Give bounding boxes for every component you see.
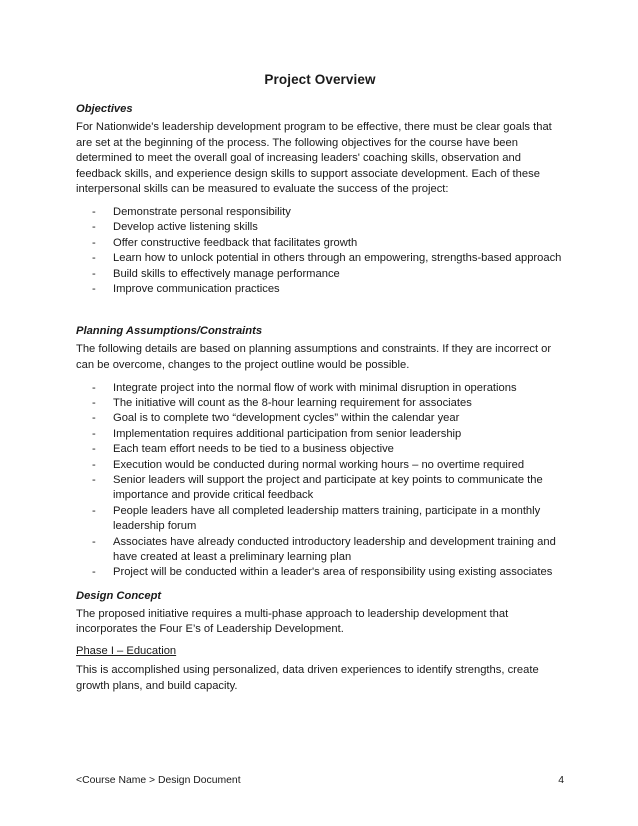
list-item xyxy=(76,251,564,266)
dash-bullet: - xyxy=(92,397,96,409)
dash-bullet: - xyxy=(92,443,96,456)
list-item xyxy=(76,220,564,235)
footer-document-name: <Course Name > Design Document xyxy=(76,775,241,786)
list-item xyxy=(76,565,564,580)
dash-bullet: - xyxy=(92,205,96,218)
dash-bullet: - xyxy=(92,427,96,440)
phase-paragraph: This is accomplished using personalized, data driven experiences to identify strengths, create growth plans, and build capacity. xyxy=(76,664,539,692)
list-item-text: Senior leaders will support the project and participate at key points to communicate the importance and provide critical feedback xyxy=(113,474,543,502)
list-item-text: Integrate project into the normal flow of work with minimal disruption in operations xyxy=(113,381,517,394)
planning-heading: Planning Assumptions/Constraints xyxy=(76,325,263,338)
objectives-heading: Objectives xyxy=(76,103,133,115)
list-item-text: Goal is to complete two “development cycles” within the calendar year xyxy=(113,412,460,425)
list-item xyxy=(76,458,564,473)
objectives-paragraph: For Nationwide's leadership development program to be effective, there must be clear goals that are set at the beginning of the process. The following objectives for the course have been determined to meet the overall goal of increasing leaders' coaching skills, observation and feedback skills, and experience design skills to support associate development. Each of these interpersonal skills can be measured to evaluate the success of the project: xyxy=(76,121,552,196)
list-item-text: Project will be conducted within a leader's area of responsibility using existing associates xyxy=(113,566,553,579)
design-paragraph: The proposed initiative requires a multi-phase approach to leadership development that incorporates the Four E’s of Leadership Development. xyxy=(76,607,509,636)
objectives-section xyxy=(76,103,564,297)
section-spacer xyxy=(76,581,564,590)
list-item xyxy=(76,267,564,282)
list-item-text: Build skills to effectively manage performance xyxy=(113,267,340,280)
list-item-text: Develop active listening skills xyxy=(113,221,258,234)
dash-bullet: - xyxy=(92,221,96,234)
list-item-text: The initiative will count as the 8-hour learning requirement for associates xyxy=(113,397,472,409)
dash-bullet: - xyxy=(92,283,96,295)
list-item-text: Improve communication practices xyxy=(113,283,280,295)
dash-bullet: - xyxy=(92,267,96,280)
dash-bullet: - xyxy=(92,474,96,487)
page-content xyxy=(76,72,564,701)
list-item-text: Associates have already conducted introductory leadership and development training and have created at least a preliminary learning plan xyxy=(113,535,556,564)
list-item-text: Offer constructive feedback that facilitates growth xyxy=(113,236,358,249)
planning-list xyxy=(76,381,564,581)
page-number: 4 xyxy=(558,775,564,786)
list-item xyxy=(76,205,564,220)
planning-paragraph: The following details are based on planning assumptions and constraints. If they are incorrect or can be overcome, changes to the project outline would be possible. xyxy=(76,343,552,371)
page-title: Project Overview xyxy=(264,72,376,87)
dash-bullet: - xyxy=(92,535,96,548)
list-item-text: Learn how to unlock potential in others through an empowering, strengths-based approach xyxy=(113,252,562,265)
planning-section xyxy=(76,325,564,580)
list-item xyxy=(76,396,564,411)
list-item-text: People leaders have all completed leadership matters training, participate in a monthly leadership forum xyxy=(113,504,541,533)
page-footer xyxy=(76,775,564,786)
design-heading: Design Concept xyxy=(76,589,162,602)
list-item xyxy=(76,504,564,535)
list-item xyxy=(76,427,564,442)
dash-bullet: - xyxy=(92,252,96,265)
list-item xyxy=(76,473,564,504)
design-section xyxy=(76,590,564,694)
list-item-text: Execution would be conducted during normal working hours – no overtime required xyxy=(113,458,525,471)
dash-bullet: - xyxy=(92,504,96,517)
objectives-list xyxy=(76,205,564,297)
list-item-text: Implementation requires additional participation from senior leadership xyxy=(113,427,462,440)
list-item xyxy=(76,442,564,457)
dash-bullet: - xyxy=(92,566,96,579)
dash-bullet: - xyxy=(92,412,96,425)
dash-bullet: - xyxy=(92,458,96,471)
list-item-text: Each team effort needs to be tied to a business objective xyxy=(113,443,394,456)
list-item xyxy=(76,381,564,396)
list-item xyxy=(76,411,564,426)
list-item xyxy=(76,535,564,566)
list-item-text: Demonstrate personal responsibility xyxy=(113,205,291,218)
dash-bullet: - xyxy=(92,381,96,394)
list-item xyxy=(76,282,564,297)
section-spacer xyxy=(76,297,564,325)
phase-heading: Phase I – Education xyxy=(76,645,177,658)
list-item xyxy=(76,236,564,251)
dash-bullet: - xyxy=(92,236,96,249)
